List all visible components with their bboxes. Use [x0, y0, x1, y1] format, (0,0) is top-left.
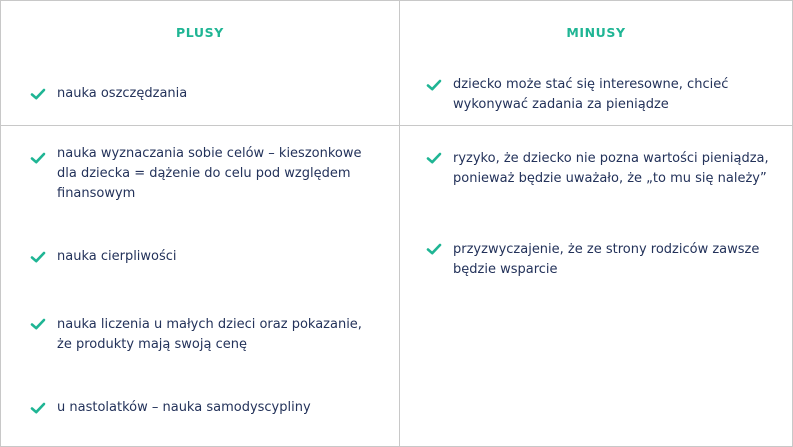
minus-column — [399, 0, 793, 447]
plus-row-1 — [0, 63, 400, 126]
plus-row-5 — [0, 376, 400, 447]
check-icon — [425, 240, 443, 258]
minus-item-text: przyzwyczajenie, że ze strony rodziców zawsze będzie wsparcie — [453, 242, 760, 277]
minus-header — [399, 0, 793, 64]
plus-item-text: nauka liczenia u małych dzieci oraz pokazanie, że produkty mają swoją cenę — [57, 317, 362, 352]
minus-item-text: ryzyko, że dziecko nie pozna wartości pieniądza, ponieważ będzie uważało, że „to mu się należy” — [453, 151, 769, 186]
check-icon — [29, 248, 47, 266]
check-icon — [425, 76, 443, 94]
plus-row-4 — [0, 293, 400, 377]
plus-row-2 — [0, 126, 400, 222]
plus-header-label: PLUSY — [176, 24, 224, 40]
minus-row-3 — [399, 221, 793, 294]
minus-row-2 — [399, 126, 793, 222]
plus-item-text: nauka cierpliwości — [57, 249, 177, 264]
check-icon — [29, 399, 47, 417]
plus-item-text: nauka wyznaczania sobie celów – kieszonkowe dla dziecka = dążenie do celu pod względem finansowym — [57, 146, 362, 201]
plus-item-text: u nastolatków – nauka samodyscypliny — [57, 400, 311, 415]
plus-header — [0, 0, 400, 64]
check-icon — [29, 149, 47, 167]
check-icon — [29, 315, 47, 333]
minus-header-label: MINUSY — [566, 24, 626, 40]
check-icon — [29, 85, 47, 103]
check-icon — [425, 149, 443, 167]
plus-row-3 — [0, 221, 400, 294]
plus-item-text: nauka oszczędzania — [57, 86, 188, 101]
minus-row-1 — [399, 63, 793, 126]
minus-empty-cell — [399, 293, 793, 447]
minus-item-text: dziecko może stać się interesowne, chcieć wykonywać zadania za pieniądze — [453, 77, 729, 112]
